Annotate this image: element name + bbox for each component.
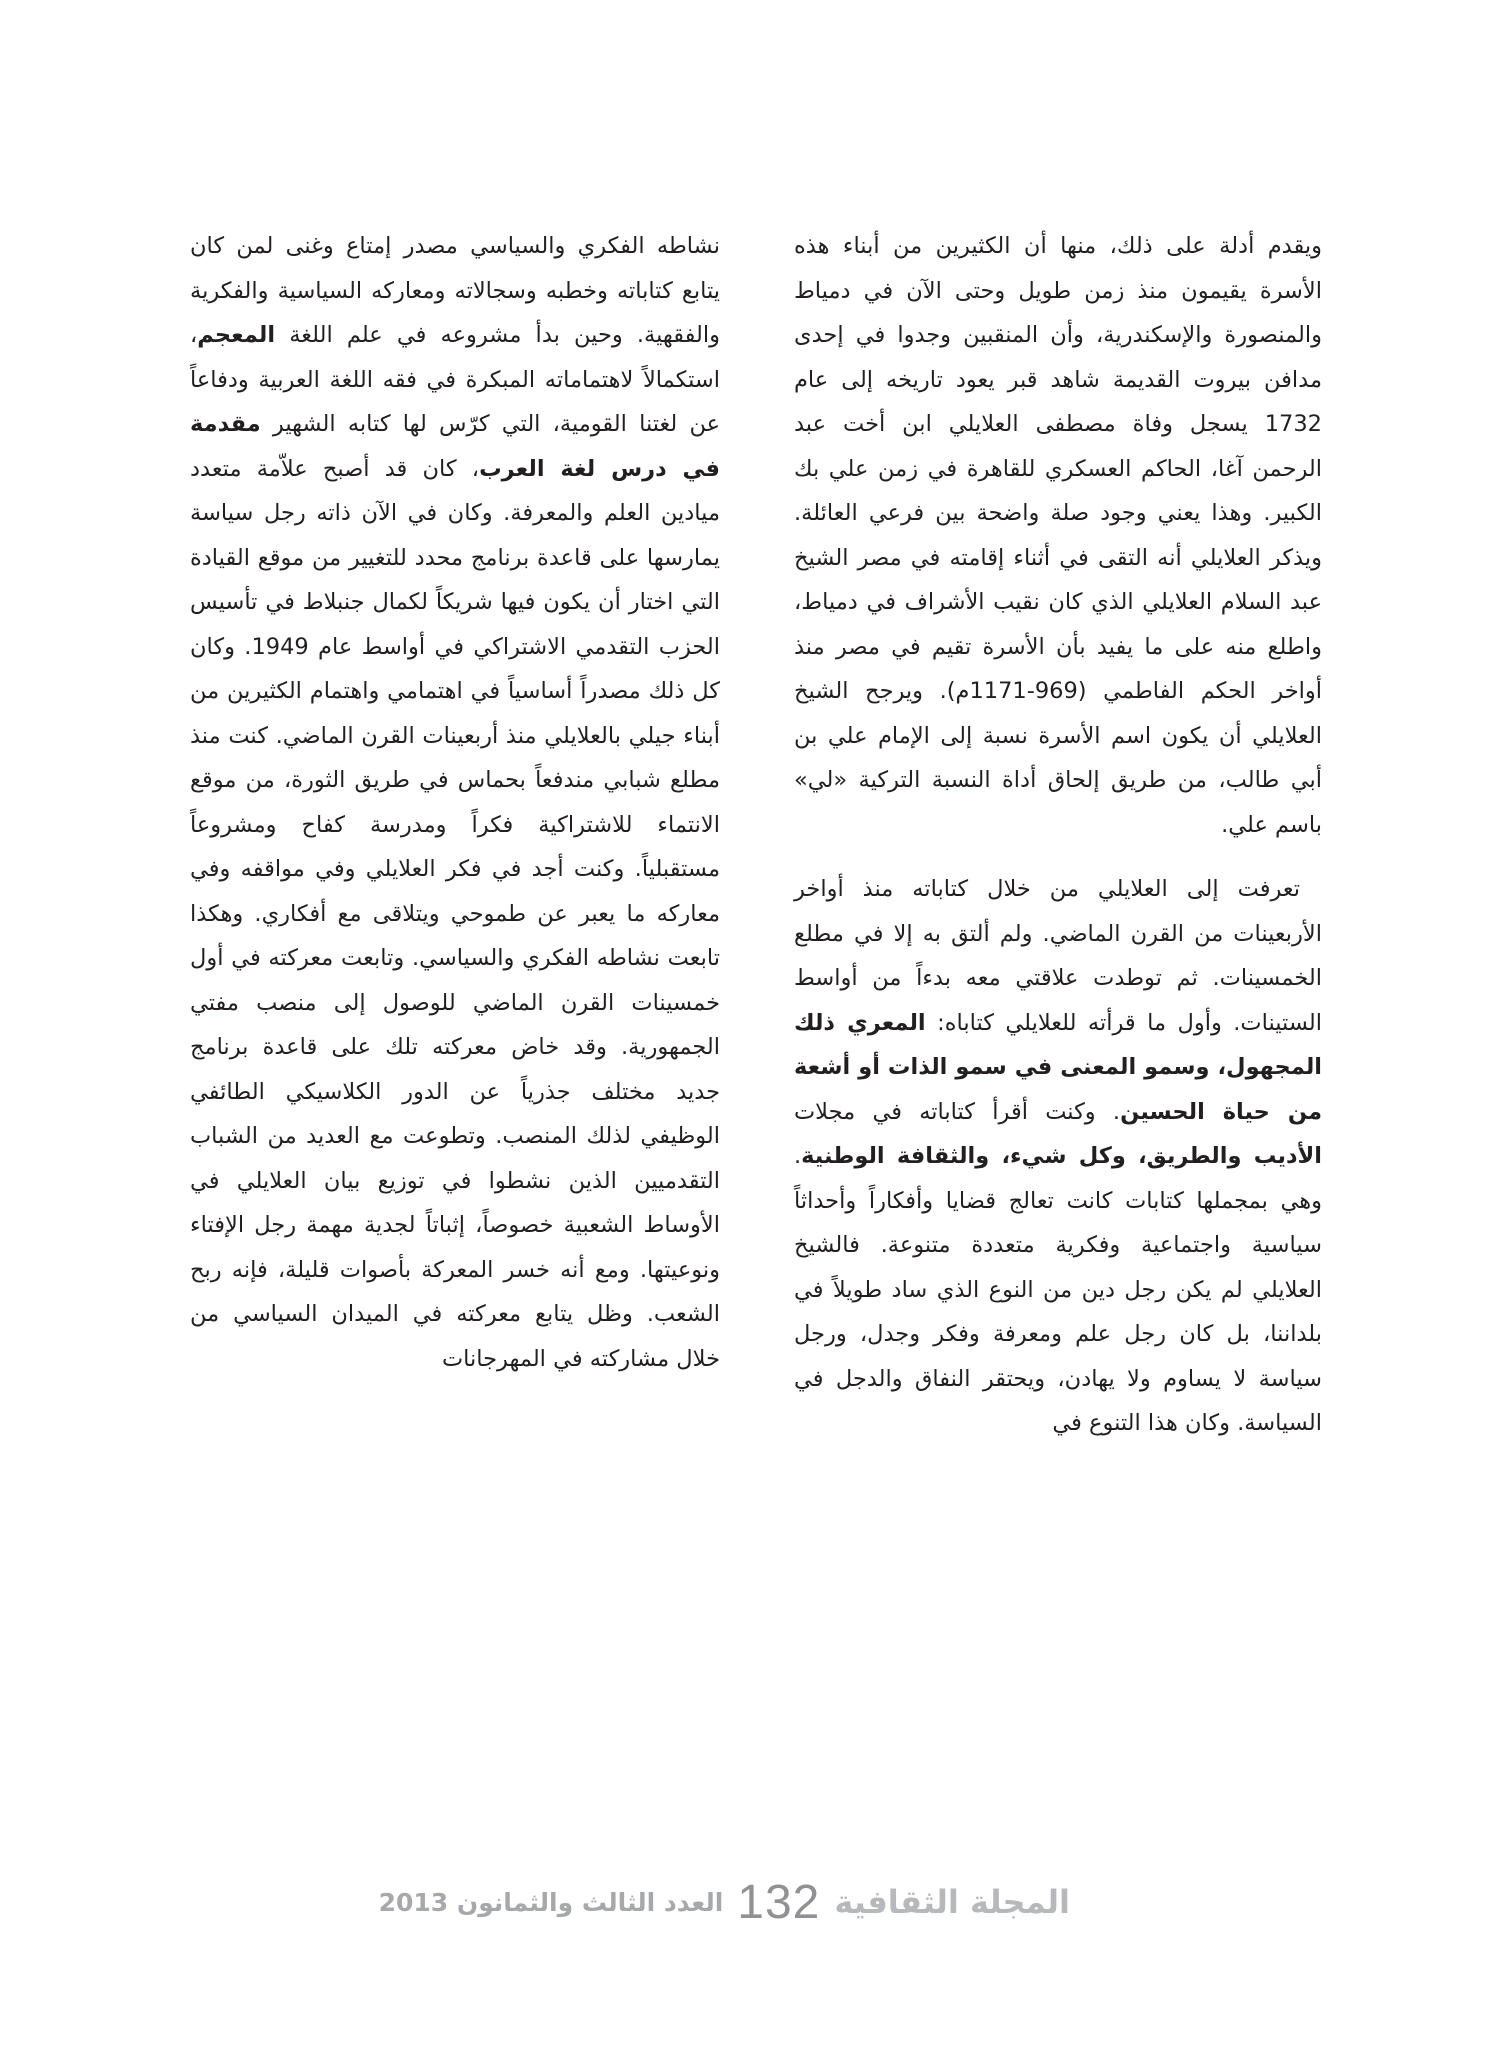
page-number: 132 bbox=[737, 1875, 821, 1929]
paragraph-activity bbox=[190, 224, 720, 1381]
paragraph-first-acquaintance bbox=[794, 867, 1322, 1446]
paragraph-text: ويقدم أدلة على ذلك، منها أن الكثيرين من أبناء هذه الأسرة يقيمون منذ زمن طويل وحتى الآن في دمياط والمنصورة والإسكندرية، وأن المنقبين وجدوا في إحدى مدافن بيروت القديمة شاهد قبر يعود تاريخه إلى عام 1732 يسجل وفاة مصطفى العلايلي ابن أخت عبد الرحمن آغا، الحاكم العسكري للقاهرة في زمن علي بك الكبير. وهذا يعني وجود صلة واضحة بين فرعي العائلة. ويذكر العلايلي أنه التقى في أثناء إقامته في مصر الشيخ عبد السلام العلايلي الذي كان نقيب الأشراف في دمياط، واطلع منه على ما يفيد بأن الأسرة تقيم في مصر منذ أواخر الحكم الفاطمي (969-1171م). ويرجح الشيخ العلايلي أن يكون اسم الأسرة نسبة إلى الإمام علي بن أبي طالب، من طريق إلحاق أداة النسبة التركية «لي» باسم علي. bbox=[794, 233, 1322, 838]
paragraph-family-origin bbox=[794, 224, 1322, 847]
paragraph-text: تعرفت إلى العلايلي من خلال كتاباته منذ أواخر الأربعينات من القرن الماضي. ولم ألتق به إلا في مطلع الخمسينات. ثم توطدت علاقتي معه بدءاً من أواسط الستينات. وأول ما قرأته للعلايلي كتاباه: bbox=[794, 876, 1323, 1036]
magazine-name: المجلة الثقافية bbox=[834, 1883, 1070, 1921]
paragraph-text: نشاطه الفكري والسياسي مصدر إمتاع وغنى لمن كان يتابع كتاباته وخطبه وسجالاته ومعاركه السياسية والفكرية والفقهية. وحين بدأ مشروعه في علم اللغة bbox=[190, 233, 720, 348]
paragraph-text: . وكنت أقرأ كتاباته في مجلات bbox=[794, 1098, 1121, 1125]
page-footer bbox=[378, 1872, 1070, 1932]
book-titles-bold: المعري ذلك المجهول، وسمو المعنى في سمو الذات أو أشعة من حياة الحسين bbox=[794, 1009, 1322, 1125]
paragraph-text: ، استكمالاً لاهتماماته المبكرة في فقه اللغة العربية ودفاعاً عن لغتنا القومية، التي كرّس لها كتابه الشهير bbox=[190, 322, 720, 437]
magazine-titles-bold: الأديب والطريق، وكل شيء، والثقافة الوطنية bbox=[801, 1143, 1322, 1169]
right-column bbox=[794, 224, 1322, 1446]
left-column bbox=[190, 224, 720, 1381]
paragraph-text: ، كان قد أصبح علاّمة متعدد ميادين العلم والمعرفة. وكان في الآن ذاته رجل سياسة يمارسها على قاعدة برنامج محدد للتغيير من موقع القيادة التي اختار أن يكون فيها شريكاً لكمال جنبلاط في تأسيس الحزب التقدمي الاشتراكي في أواسط عام 1949. وكان كل ذلك مصدراً أساسياً في اهتمامي واهتمام الكثيرين من أبناء جيلي بالعلايلي منذ أربعينات القرن الماضي. كنت منذ مطلع شبابي مندفعاً بحماس في طريق الثورة، من موقع الانتماء للاشتراكية فكراً ومدرسة كفاح ومشروعاً مستقبلياً. وكنت أجد في فكر العلايلي وفي مواقفه وفي معاركه ما يعبر عن طموحي ويتلاقى مع أفكاري. وهكذا تابعت نشاطه الفكري والسياسي. وتابعت معركته في أول خمسينات القرن الماضي للوصول إلى منصب مفتي الجمهورية. وقد خاض معركته تلك على قاعدة برنامج جديد مختلف جذرياً عن الدور الكلاسيكي الطائفي الوظيفي لذلك المنصب. وتطوعت مع العديد من الشباب التقدميين الذين نشطوا في توزيع بيان العلايلي في الأوساط الشعبية خصوصاً، إثباتاً لجدية مهمة رجل الإفتاء ونوعيتها. ومع أنه خسر المعركة بأصوات قليلة، فإنه ربح الشعب. وظل يتابع معركته في الميدان السياسي من خلال مشاركته في المهرجانات bbox=[190, 455, 720, 1372]
issue-label: العدد الثالث والثمانون 2013 bbox=[378, 1887, 724, 1917]
dictionary-title-bold: المعجم bbox=[197, 322, 276, 348]
paragraph-text: . وهي بمجملها كتابات كانت تعالج قضايا وأفكاراً وأحداثاً سياسية واجتماعية وفكرية متعددة متنوعة. فالشيخ العلايلي لم يكن رجل دين من النوع الذي ساد طويلاً في بلداننا، بل كان رجل علم ومعرفة وفكر وجدل، ورجل سياسة لا يساوم ولا يهادن، ويحتقر النفاق والدجل في السياسة. وكان هذا التنوع في bbox=[794, 1143, 1322, 1436]
book-title-bold: مقدمة في درس لغة العرب bbox=[190, 411, 720, 482]
